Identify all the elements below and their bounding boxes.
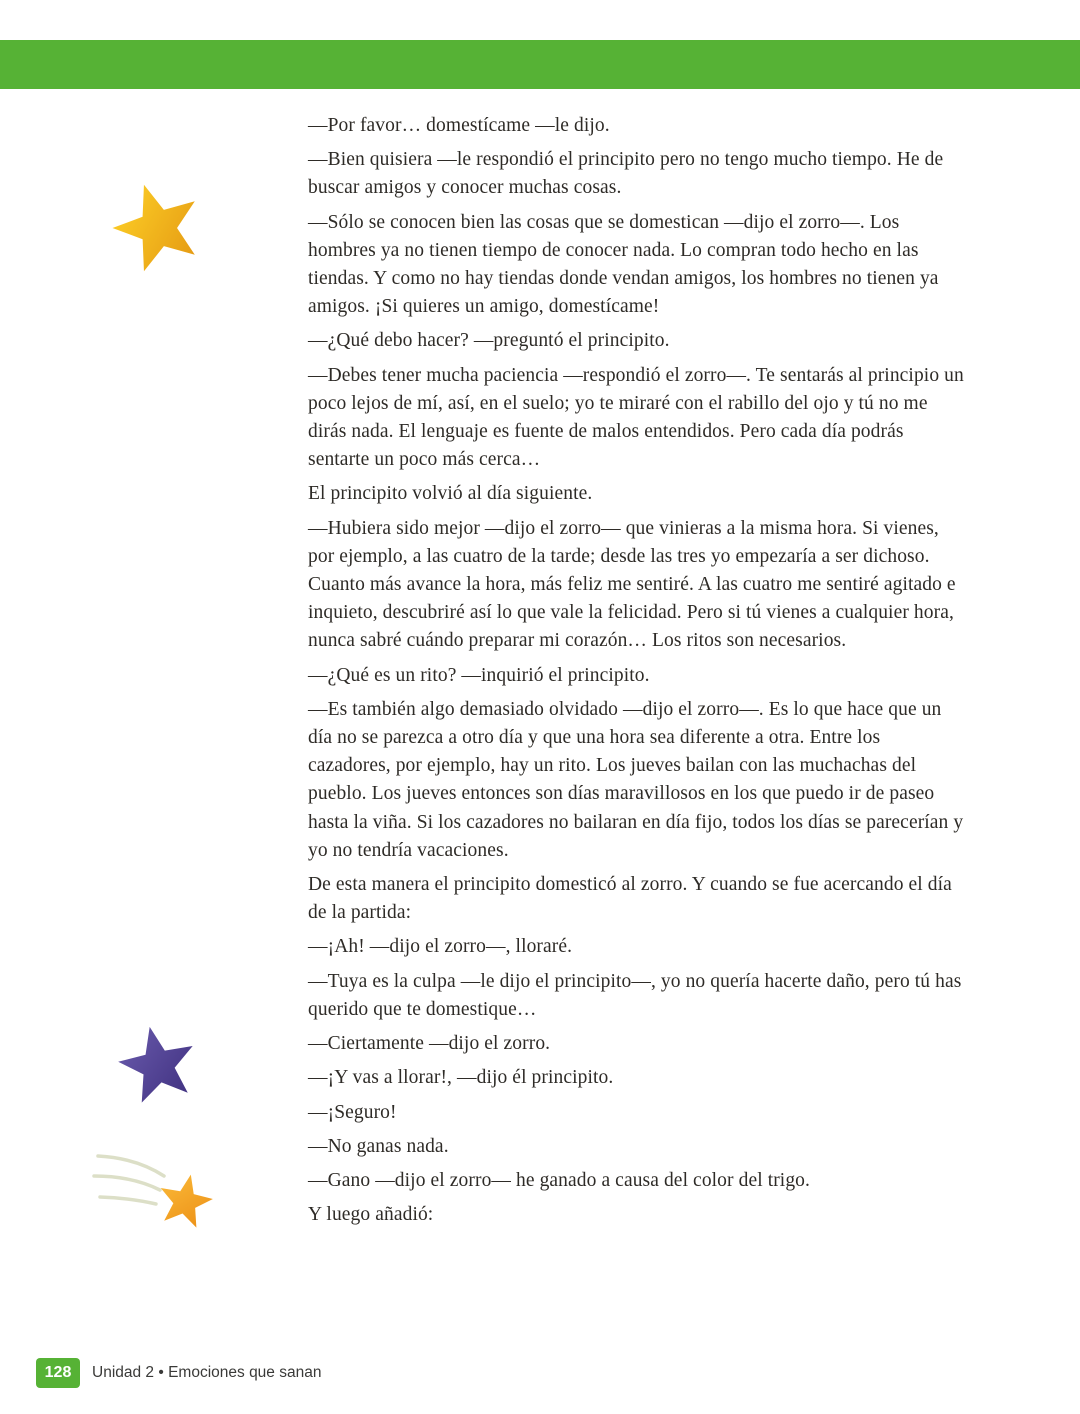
story-paragraph: —Por favor… domestícame —le dijo. <box>308 115 610 136</box>
page-footer <box>36 1358 321 1388</box>
story-paragraph: El principito volvió al día siguiente. <box>308 483 593 505</box>
story-paragraph: —Hubiera sido mejor —dijo el zorro— que vinieras a la misma hora. Si vienes, por ejemplo, a las cuatro de la tarde; desde las tres yo empezaría a ser dichoso. Cuanto más avance la hora, más feliz me sentiré. A las cuatro me sentiré agitado e inquieto, descubriré así lo que vale la felicidad. Pero si tú vienes a cualquier hora, nunca sabré cuándo preparar mi corazón… Los ritos son necesarios. <box>308 517 956 652</box>
page-number-badge: 128 <box>36 1358 80 1388</box>
story-paragraph: —Tuya es la culpa —le dijo el principito—, yo no quería hacerte daño, pero tú has querido que te domestique… <box>308 970 962 1020</box>
story-paragraph: De esta manera el principito domesticó al zorro. Y cuando se fue acercando el día de la partida: <box>308 874 952 924</box>
story-paragraph: —Ciertamente —dijo el zorro. <box>308 1033 551 1055</box>
purple-star-icon <box>112 1022 204 1110</box>
shooting-star-icon <box>88 1142 220 1234</box>
story-paragraph: —Es también algo demasiado olvidado —dijo el zorro—. Es lo que hace que un día no se parezca a otro día y que una hora sea diferente a otra. Entre los cazadores, por ejemplo, hay un rito. Los jueves bailan con las muchachas del pueblo. Los jueves entonces son días maravillosos en los que puedo ir de paseo hasta la viña. Si los cazadores no bailaran en día fijo, todos los días se parecerían y yo no tendría vacaciones. <box>308 698 964 861</box>
story-paragraph: —Gano —dijo el zorro— he ganado a causa del color del trigo. <box>308 1169 811 1191</box>
comet-trails <box>94 1156 164 1204</box>
story-paragraph: —¿Qué debo hacer? —preguntó el principito. <box>308 330 670 352</box>
story-paragraph: —¡Ah! —dijo el zorro—, lloraré. <box>308 936 573 958</box>
story-text <box>308 112 964 1235</box>
story-paragraph: —Debes tener mucha paciencia —respondió el zorro—. Te sentarás al principio un poco lejos de mí, así, en el suelo; yo te miraré con el rabillo del ojo y tú no me dirás nada. El lenguaje es fuente de malos entendidos. Pero cada día podrás sentarte un poco más cerca… <box>308 364 964 471</box>
story-paragraph: —Sólo se conocen bien las cosas que se domestican —dijo el zorro—. Los hombres ya no tienen tiempo de conocer nada. Lo compran todo hecho en las tiendas. Y como no hay tiendas donde vendan amigos, los hombres no tienen ya amigos. ¡Si quieres un amigo, domestícame! <box>308 211 939 318</box>
yellow-star-icon <box>108 178 208 278</box>
story-paragraph: —¡Seguro! <box>308 1101 397 1123</box>
story-paragraph: —Bien quisiera —le respondió el principito pero no tengo mucho tiempo. He de buscar amigos y conocer muchas cosas. <box>308 149 944 199</box>
story-paragraph: Y luego añadió: <box>308 1204 434 1226</box>
footer-caption: Unidad 2 • Emociones que sanan <box>92 1364 322 1381</box>
story-paragraph: —No ganas nada. <box>308 1135 449 1157</box>
story-paragraph: —¿Qué es un rito? —inquirió el principito. <box>308 664 650 686</box>
top-accent-bar <box>0 40 1080 89</box>
story-paragraph: —¡Y vas a llorar!, —dijo él principito. <box>308 1067 614 1089</box>
